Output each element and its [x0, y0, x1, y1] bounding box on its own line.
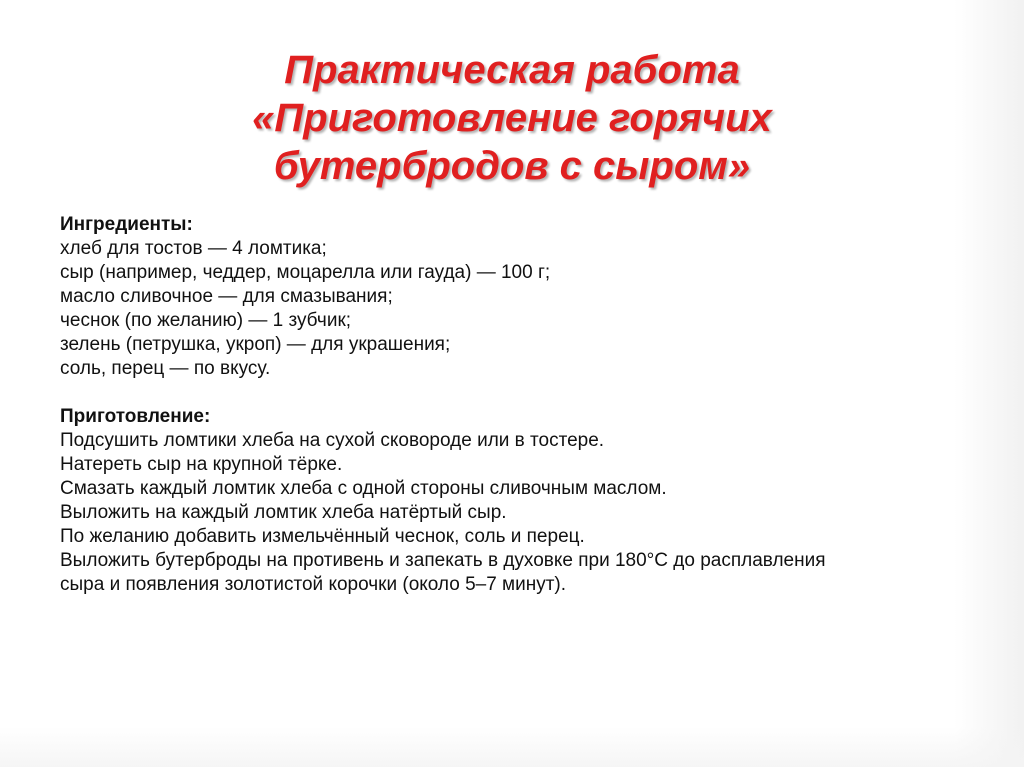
slide-title — [112, 46, 912, 190]
section-spacer — [60, 381, 960, 405]
preparation-step: Смазать каждый ломтик хлеба с одной стороны сливочным маслом. — [60, 478, 667, 499]
ingredient-item: чеснок (по желанию) — 1 зубчик; — [60, 310, 352, 331]
preparation-step: Натереть сыр на крупной тёрке. — [60, 454, 343, 475]
title-line-3: бутербродов с сыром» — [273, 144, 751, 188]
ingredient-item: масло сливочное — для смазывания; — [60, 286, 393, 307]
preparation-step: Подсушить ломтики хлеба на сухой сковороде или в тостере. — [60, 430, 605, 451]
preparation-step: По желанию добавить измельчённый чеснок, соль и перец. — [60, 526, 585, 547]
title-line-1: Практическая работа — [284, 48, 740, 92]
ingredient-item: зелень (петрушка, укроп) — для украшения; — [60, 334, 451, 355]
preparation-step: Выложить на каждый ломтик хлеба натёртый сыр. — [60, 502, 507, 523]
slide-bottom-shade — [0, 727, 1024, 767]
slide-edge-shade — [954, 0, 1024, 767]
ingredient-item: соль, перец — по вкусу. — [60, 358, 271, 379]
preparation-heading: Приготовление: — [60, 406, 211, 427]
slide-body — [60, 213, 960, 597]
ingredients-heading: Ингредиенты: — [60, 214, 193, 235]
ingredient-item: сыр (например, чеддер, моцарелла или гауда) — 100 г; — [60, 262, 551, 283]
ingredient-item: хлеб для тостов — 4 ломтика; — [60, 238, 327, 259]
preparation-step: Выложить бутерброды на противень и запекать в духовке при 180°С до расплавления сыра и появления золотистой корочки (около 5–7 минут). — [60, 550, 826, 595]
title-line-2: «Приготовление горячих — [252, 96, 772, 140]
